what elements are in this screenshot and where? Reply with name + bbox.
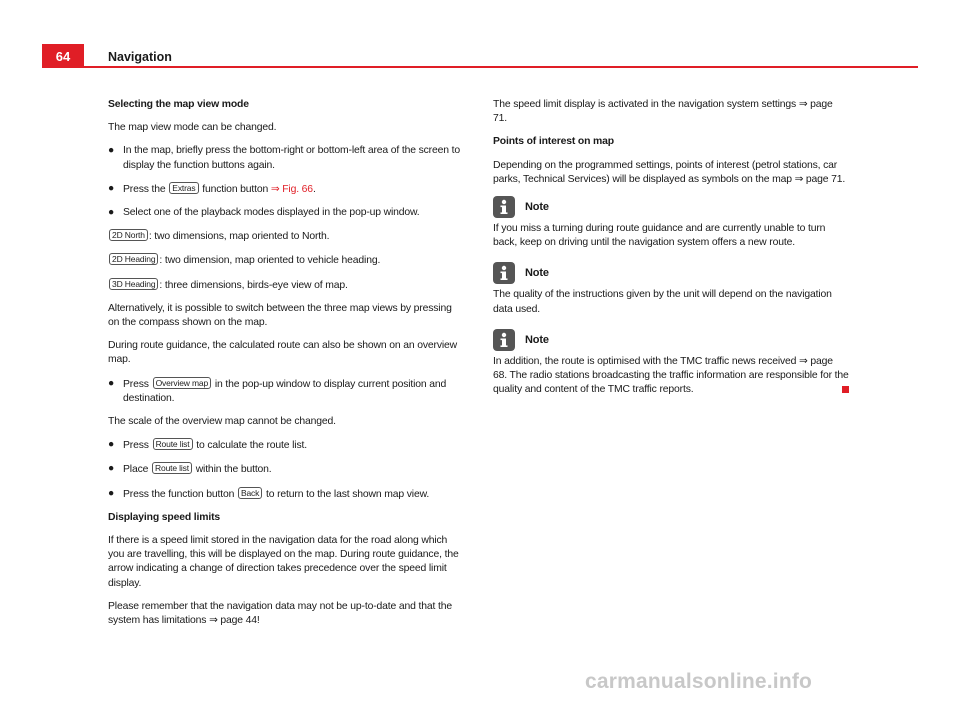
list-item xyxy=(108,462,464,477)
right-column xyxy=(493,98,849,409)
end-of-section-mark xyxy=(842,386,849,393)
route-list-key: Route list xyxy=(153,438,193,450)
list-item xyxy=(108,144,464,172)
paragraph: Please remember that the navigation data may not be up-to-date and that the system has limitations ⇒ page 44! xyxy=(108,600,452,627)
page-number: 64 xyxy=(42,44,84,68)
mode-3d-heading: 3D Heading : three dimensions, birds-eye view of map. xyxy=(108,278,464,293)
note-text: If you miss a turning during route guidance and are currently unable to turn back, keep on driving until the navigation system offers a new route. xyxy=(493,223,826,249)
list-item-text: Select one of the playback modes displayed in the pop-up window. xyxy=(123,207,420,219)
2d-north-key: 2D North xyxy=(109,229,148,241)
bullet-icon: ● xyxy=(108,207,115,219)
list-item-text: Press Overview map in the pop-up window to display current position and destination. xyxy=(123,377,447,404)
bullet-icon: ● xyxy=(108,145,115,157)
list-item-text: Press the function button Back to return to the last shown map view. xyxy=(123,487,430,500)
watermark: carmanualsonline.info xyxy=(585,670,813,693)
list-item xyxy=(108,206,464,220)
note-block xyxy=(493,329,849,398)
heading-map-view-mode: Selecting the map view mode xyxy=(108,99,249,110)
list-item-text: Press the Extras function button ⇒ Fig. 66. xyxy=(123,182,316,195)
note-header xyxy=(493,329,849,351)
3d-heading-key: 3D Heading xyxy=(109,278,158,290)
info-icon xyxy=(493,262,515,284)
bullet-icon: ● xyxy=(108,377,115,389)
bullet-icon: ● xyxy=(108,439,115,451)
info-icon xyxy=(493,329,515,351)
list-item-text: Press Route list to calculate the route list. xyxy=(123,439,307,452)
list-item xyxy=(108,377,464,406)
note-block xyxy=(493,196,849,250)
note-title: Note xyxy=(525,200,549,213)
note-title: Note xyxy=(525,267,549,280)
paragraph: The speed limit display is activated in the navigation system settings ⇒ page 71. xyxy=(493,99,833,125)
extras-key: Extras xyxy=(169,182,198,194)
overview-map-key: Overview map xyxy=(153,377,212,389)
list-item xyxy=(108,182,464,197)
mode-2d-heading: 2D Heading : two dimension, map oriented to vehicle heading. xyxy=(108,253,464,268)
note-text: In addition, the route is optimised with the TMC traffic news received ⇒ page 68. The radio stations broadcasting the traffic information are responsible for the quality and content of the TMC traffic reports. xyxy=(493,355,849,396)
heading-speed-limits: Displaying speed limits xyxy=(108,511,221,523)
bullet-icon: ● xyxy=(108,463,115,475)
note-text: The quality of the instructions given by the unit will depend on the navigation data used. xyxy=(493,289,832,315)
note-block xyxy=(493,262,849,316)
paragraph: The scale of the overview map cannot be changed. xyxy=(108,416,336,428)
list-item-text: In the map, briefly press the bottom-right or bottom-left area of the screen to display the function buttons again. xyxy=(123,145,460,171)
note-header xyxy=(493,196,849,218)
info-icon xyxy=(493,196,515,218)
bullet-icon: ● xyxy=(108,182,115,194)
list-item xyxy=(108,487,464,502)
paragraph: Depending on the programmed settings, points of interest (petrol stations, car parks, Technical Services) will be displayed as symbols on the map ⇒ page 71. xyxy=(493,159,846,185)
paragraph: During route guidance, the calculated route can also be shown on an overview map. xyxy=(108,340,458,366)
left-column xyxy=(108,98,464,637)
paragraph: If there is a speed limit stored in the navigation data for the road along which you are travelling, this will be displayed on the map. During route guidance, the arrow indicating a change of direction takes precedence over the speed limit display. xyxy=(108,535,459,589)
route-list-key: Route list xyxy=(152,462,192,474)
heading-poi: Points of interest on map xyxy=(493,136,614,148)
list-item-text: Place Route list within the button. xyxy=(123,463,272,476)
bullet-icon: ● xyxy=(108,487,115,499)
mode-2d-north: 2D North : two dimensions, map oriented to North. xyxy=(108,229,464,244)
paragraph: The map view mode can be changed. xyxy=(108,122,277,134)
list-item xyxy=(108,438,464,453)
note-title: Note xyxy=(525,333,549,346)
paragraph: Alternatively, it is possible to switch between the three map views by pressing on the compass shown on the map. xyxy=(108,302,452,329)
header-rule xyxy=(84,66,918,68)
2d-heading-key: 2D Heading xyxy=(109,253,158,265)
note-header xyxy=(493,262,849,284)
section-title: Navigation xyxy=(108,50,172,64)
back-key: Back xyxy=(238,487,262,499)
fig-link[interactable]: ⇒ Fig. 66 xyxy=(270,183,313,195)
